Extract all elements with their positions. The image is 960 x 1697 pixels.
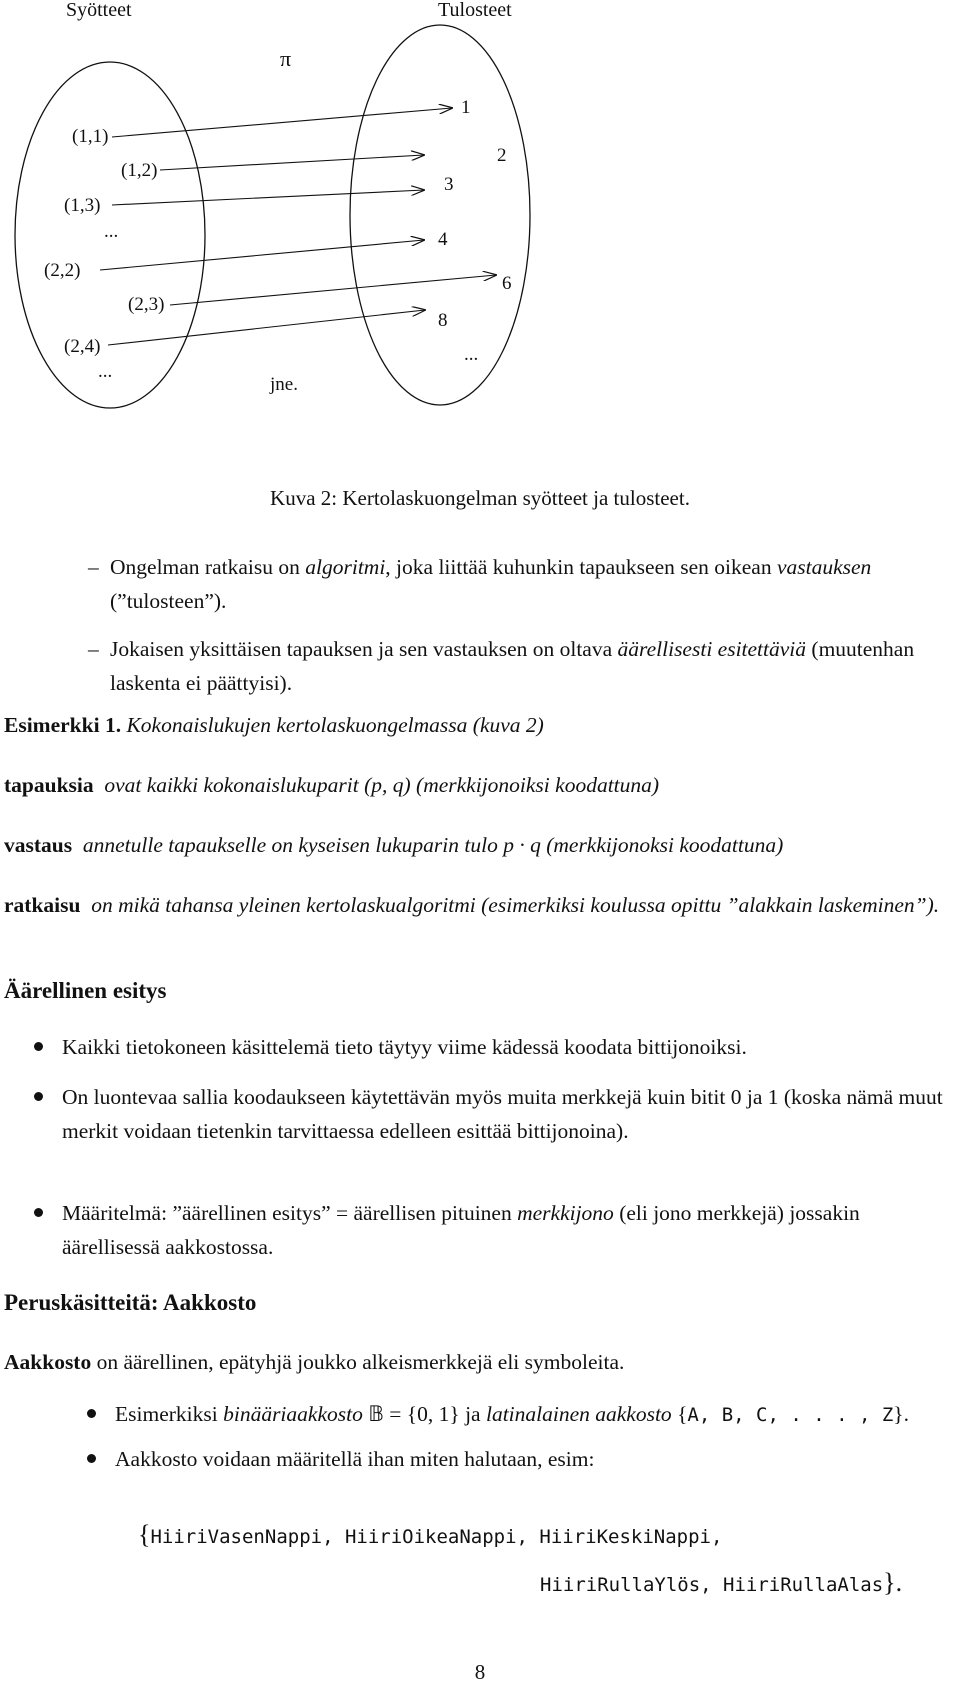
bullet-icon (34, 1092, 43, 1101)
aakkosto-definition: Aakkosto on äärellinen, epätyhjä joukko alkeismerkkejä eli symboleita. (4, 1350, 625, 1374)
example-def-tapauksia: tapauksia ovat kaikki kokonaislukuparit (p, q) (merkkijonoiksi koodattuna) (4, 773, 660, 797)
bullet-item: Esimerkiksi binääriaakkosto 𝔹 = {0, 1} ja latinalainen aakkosto {A, B, C, . . . , Z}. (115, 1397, 955, 1432)
input-label: (2,2) (44, 260, 81, 281)
bullet-icon (34, 1208, 43, 1217)
bullet-item: Kaikki tietokoneen käsittelemä tieto täytyy viime kädessä koodata bittijonoiksi. (62, 1030, 957, 1064)
input-label: (1,1) (72, 126, 109, 147)
input-label: (1,2) (121, 160, 158, 181)
arrow (100, 240, 424, 270)
input-label: (2,4) (64, 336, 101, 357)
arrow (108, 310, 425, 345)
pi-label: π (280, 46, 292, 71)
page-number: 8 (474, 1660, 486, 1684)
arrow (160, 155, 424, 170)
section-heading: Peruskäsitteitä: Aakkosto (4, 1290, 257, 1315)
output-label: ... (464, 344, 479, 365)
bullet-item: Aakkosto voidaan määritellä ihan miten halutaan, esim: (115, 1442, 955, 1476)
input-label: ... (98, 361, 113, 382)
alphabet-set-line-2: HiiriRullaYlös, HiiriRullaAlas}. (540, 1568, 903, 1597)
arrow (112, 108, 452, 137)
mapping-diagram (0, 0, 960, 410)
input-label: (2,3) (128, 294, 165, 315)
bullet-icon (87, 1454, 96, 1463)
outputs-ellipse (350, 25, 530, 405)
bullet-item: Määritelmä: ”äärellinen esitys” = äärellisen pituinen merkkijono (eli jono merkkejä) jossakin äärellisessä aakkostossa. (62, 1196, 957, 1264)
output-label: 3 (444, 174, 454, 195)
output-label: 2 (497, 145, 507, 166)
example-def-vastaus: vastaus annetulle tapaukselle on kyseisen lukuparin tulo p · q (merkkijonoksi koodattuna) (4, 833, 784, 857)
figure-caption: Kuva 2: Kertolaskuongelman syötteet ja tulosteet. (270, 486, 690, 510)
output-label: 8 (438, 310, 448, 331)
bullet-item: On luontevaa sallia koodaukseen käytettävän myös muita merkkejä kuin bitit 0 ja 1 (koska nämä muut merkit voidaan tietenkin tarvittaessa edelleen esittää bittijonoina). (62, 1080, 957, 1148)
arrow (170, 275, 496, 305)
dash-item: – Ongelman ratkaisu on algoritmi, joka liittää kuhunkin tapaukseen sen oikean vastauksen (”tulosteen”). (88, 555, 872, 613)
dash-item: – Jokaisen yksittäisen tapauksen ja sen vastauksen on oltava äärellisesti esitettäviä (muutenhan laskenta ei päättyisi). (88, 637, 915, 695)
inputs-header: Syötteet (66, 0, 132, 21)
output-label: 4 (438, 229, 448, 250)
output-label: 6 (502, 273, 512, 294)
mapping-figure (0, 0, 960, 410)
outputs-header: Tulosteet (438, 0, 512, 21)
arrow (112, 190, 424, 205)
example-def-ratkaisu: ratkaisu on mikä tahansa yleinen kertolaskualgoritmi (esimerkiksi koulussa opittu ”alakkain laskeminen”). (4, 893, 940, 917)
input-label: ... (104, 221, 119, 242)
example-heading: Esimerkki 1. Kokonaislukujen kertolaskuongelmassa (kuva 2) (4, 713, 544, 737)
output-label: 1 (461, 97, 471, 118)
alphabet-set-line-1: {HiiriVasenNappi, HiiriOikeaNappi, HiiriKeskiNappi, (138, 1520, 723, 1549)
section-heading: Äärellinen esitys (4, 978, 167, 1003)
bullet-icon (34, 1042, 43, 1051)
etc-label: jne. (270, 374, 298, 395)
input-label: (1,3) (64, 195, 101, 216)
bullet-icon (87, 1409, 96, 1418)
